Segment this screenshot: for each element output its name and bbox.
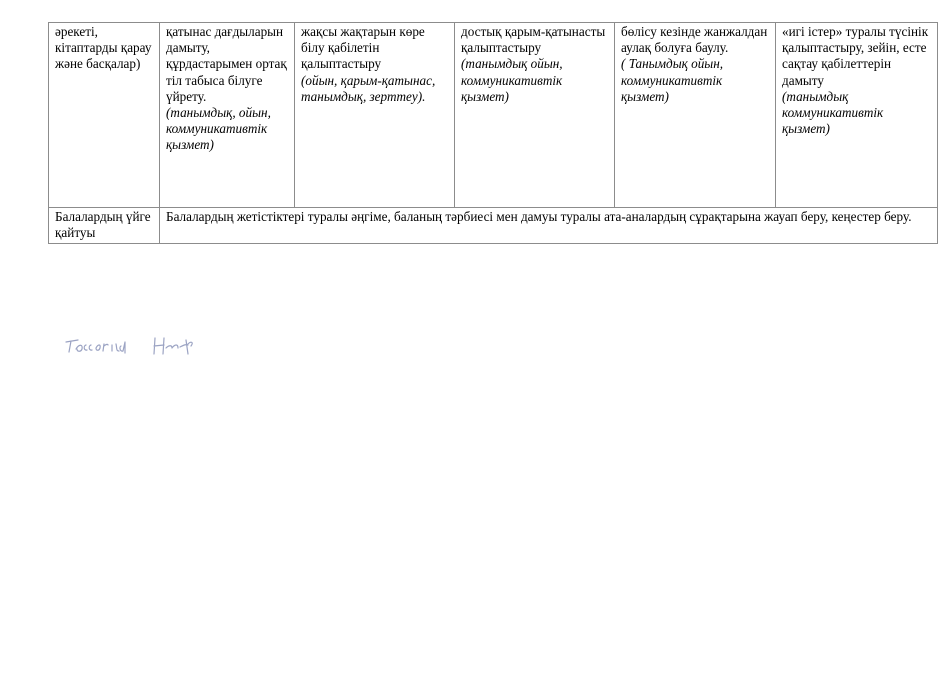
cell-text: «игі істер» туралы түсінік қалыптастыру, зейін, есте сақтау қабілеттерін дамыту bbox=[782, 24, 929, 88]
cell-text: жақсы жақтарын көре білу қабілетін қалыптастыру bbox=[301, 24, 425, 72]
activity-note: ( Танымдық ойын, коммуникативтік қызмет) bbox=[621, 56, 724, 104]
table-cell bbox=[49, 23, 160, 208]
table-cell bbox=[295, 23, 455, 208]
activity-note: (танымдық, ойын, коммуникативтік қызмет) bbox=[166, 105, 271, 153]
table-row bbox=[49, 208, 938, 244]
activity-note: (ойын, қарым-қатынас, танымдық, зерттеу). bbox=[301, 72, 436, 104]
table-cell bbox=[776, 23, 938, 208]
cell-text: әрекеті, кітаптарды қарау және басқалар) bbox=[55, 24, 152, 72]
table-cell bbox=[455, 23, 615, 208]
table-cell bbox=[615, 23, 776, 208]
table-cell bbox=[160, 23, 295, 208]
row-label-cell bbox=[49, 208, 160, 244]
plan-table bbox=[48, 22, 938, 244]
row-label: Балалардың үйге қайтуы bbox=[55, 209, 151, 241]
cell-text: бөлісу кезінде жанжалдан аулақ болуға баулу. bbox=[621, 24, 768, 56]
cell-text: достық қарым-қатынасты қалыптастыру bbox=[461, 24, 606, 56]
activity-note: (танымдық ойын, коммуникативтік қызмет) bbox=[461, 56, 563, 104]
merged-cell bbox=[160, 208, 938, 244]
signature bbox=[60, 330, 210, 364]
cell-text: Балалардың жетістіктері туралы әңгіме, баланың тәрбиесі мен дамуы туралы ата-аналардың сұрақтарына жауап беру, кеңестер беру. bbox=[166, 209, 912, 224]
table-row bbox=[49, 23, 938, 208]
cell-text: қатынас дағдыларын дамыту, құрдастарымен ортақ тіл табыса білуге үйрету. bbox=[166, 24, 287, 104]
activity-note: (танымдық коммуникативтік қызмет) bbox=[782, 88, 884, 137]
